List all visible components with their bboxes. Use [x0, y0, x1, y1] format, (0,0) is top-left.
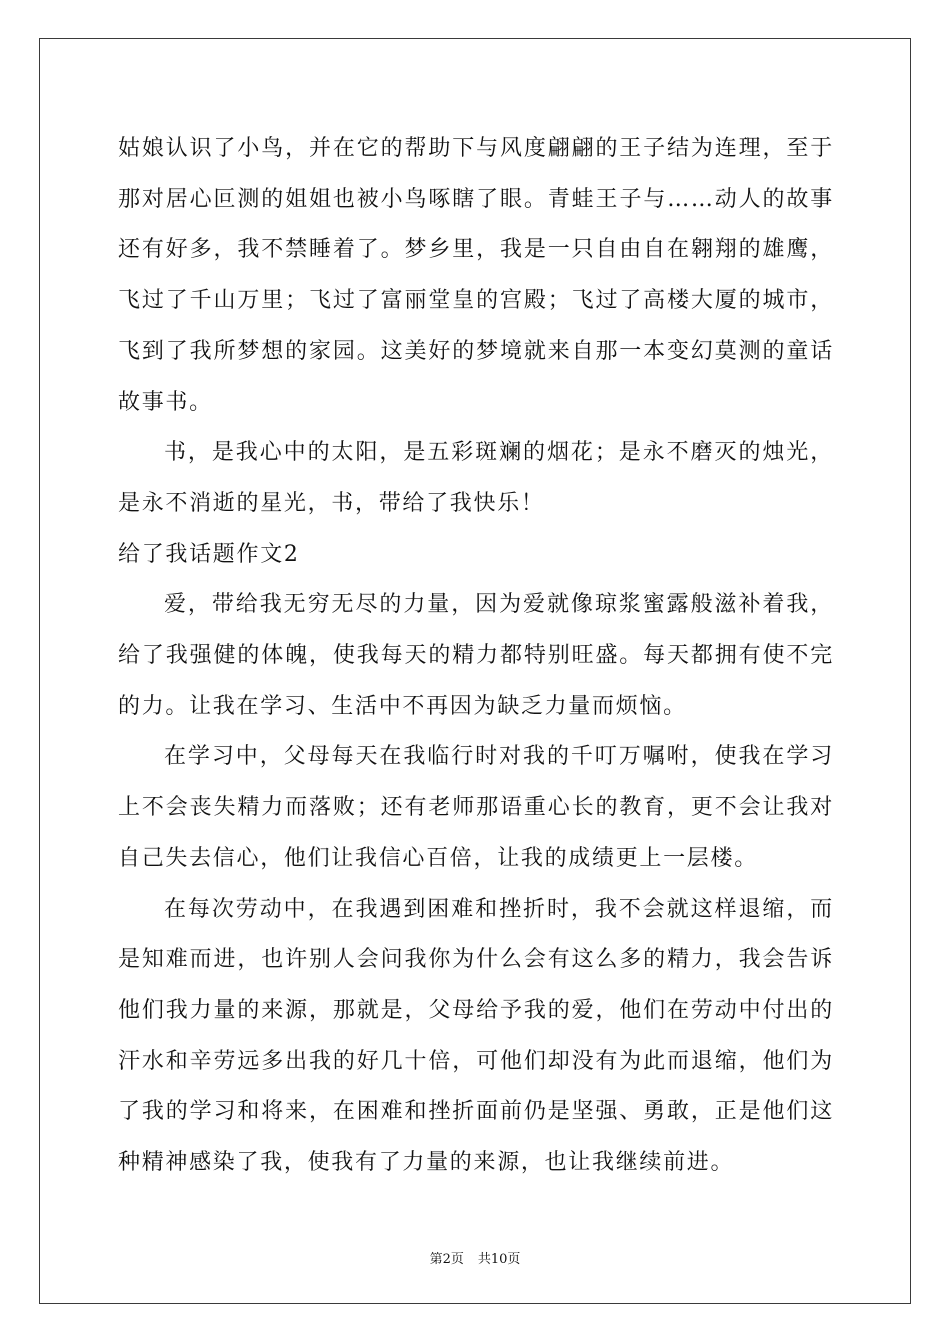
section-heading: 给了我话题作文2: [118, 541, 300, 567]
page-total: 共10页: [477, 1252, 521, 1267]
page-number: 第2页: [429, 1252, 464, 1267]
page-footer: [0, 1248, 950, 1267]
document-body: [118, 124, 834, 1189]
paragraph: 在每次劳动中，在我遇到困难和挫折时，我不会就这样退缩，而是知难而进，也许别人会问我你为什么会有这么多的精力，我会告诉他们我力量的来源，那就是，父母给予我的爱，他们在劳动中付出的汗水和辛劳远多出我的好几十倍，可他们却没有为此而退缩，他们为了我的学习和将来，在困难和挫折面前仍是坚强、勇敢，正是他们这种精神感染了我，使我有了力量的来源，也让我继续前进。: [118, 896, 834, 1176]
paragraph: 爱，带给我无穷无尽的力量，因为爱就像琼浆蜜露般滋补着我，给了我强健的体魄，使我每天的精力都特别旺盛。每天都拥有使不完的力。让我在学习、生活中不再因为缺乏力量而烦恼。: [118, 592, 834, 719]
paragraph: 在学习中，父母每天在我临行时对我的千叮万嘱咐，使我在学习上不会丧失精力而落败；还有老师那语重心长的教育，更不会让我对自己失去信心，他们让我信心百倍，让我的成绩更上一层楼。: [118, 744, 834, 871]
paragraph-continuation: 姑娘认识了小鸟，并在它的帮助下与风度翩翩的王子结为连理，至于那对居心叵测的姐姐也被小鸟啄瞎了眼。青蛙王子与……动人的故事还有好多，我不禁睡着了。梦乡里，我是一只自由自在翱翔的雄鹰，飞过了千山万里；飞过了富丽堂皇的宫殿；飞过了高楼大厦的城市，飞到了我所梦想的家园。这美好的梦境就来自那一本变幻莫测的童话故事书。: [118, 136, 834, 415]
paragraph: 书，是我心中的太阳，是五彩斑斓的烟花；是永不磨灭的烛光，是永不消逝的星光，书，带给了我快乐！: [118, 440, 834, 516]
